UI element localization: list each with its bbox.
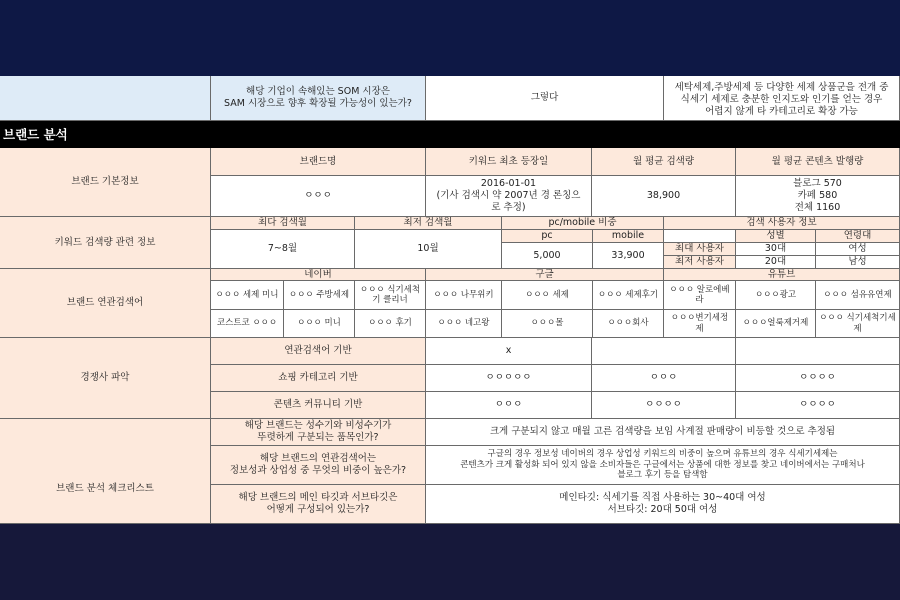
- related-keyword: ㅇㅇㅇ 섬유유연제: [816, 281, 900, 310]
- competitor-value: x: [426, 338, 592, 365]
- google-header: 구글: [426, 269, 664, 281]
- checklist-label: 브랜드 분석 체크리스트: [0, 419, 211, 524]
- first-date-value: 2016-01-01 (기사 검색시 약 2007년 경 론칭으 로 추정): [426, 176, 592, 217]
- related-keyword: ㅇㅇㅇ 식기세척기 클리너: [355, 281, 426, 310]
- som-left-blank: [0, 76, 211, 121]
- competitor-value: ㅇㅇㅇㅇㅇ: [426, 365, 592, 392]
- avg-search-value: 38,900: [592, 176, 736, 217]
- competitor-value: ㅇㅇㅇㅇ: [592, 392, 736, 419]
- related-keyword: ㅇㅇㅇ 식기세척기세제: [816, 310, 900, 338]
- related-keyword: ㅇㅇㅇ얼룩제거제: [736, 310, 816, 338]
- search-user-header: 검색 사용자 정보: [664, 217, 900, 230]
- bottom-dark-band: [0, 524, 900, 600]
- competitor-label: 경쟁사 파악: [0, 338, 211, 419]
- header-brand-name: 브랜드명: [211, 148, 426, 176]
- related-keyword: ㅇㅇㅇ회사: [593, 310, 664, 338]
- peak-month-value: 7~8월: [211, 230, 355, 269]
- competitor-value: ㅇㅇㅇㅇ: [736, 365, 900, 392]
- min-user-gender: 20대: [736, 256, 816, 269]
- competitor-basis-label: 연관검색어 기반: [211, 338, 426, 365]
- related-keyword: ㅇㅇㅇ 미니: [284, 310, 355, 338]
- min-user-age: 남성: [816, 256, 900, 269]
- basic-info-label: 브랜드 기본정보: [0, 148, 211, 217]
- max-user-age: 여성: [816, 243, 900, 256]
- max-user-label: 최대 사용자: [664, 243, 736, 256]
- section-title: 브랜드 분석: [0, 121, 900, 148]
- max-user-gender: 30대: [736, 243, 816, 256]
- related-keyword: ㅇㅇㅇ 나무위키: [426, 281, 502, 310]
- age-header: 연령대: [816, 230, 900, 243]
- related-keyword: 코스트코 ㅇㅇㅇ: [211, 310, 284, 338]
- related-keyword: ㅇㅇㅇ몰: [502, 310, 593, 338]
- checklist-answer: 메인타깃: 식세기를 직접 사용하는 30~40대 여성 서브타깃: 20대 50대 여성: [426, 485, 900, 524]
- top-dark-band: [0, 0, 900, 76]
- related-keyword: ㅇㅇㅇ변기세정제: [664, 310, 736, 338]
- competitor-value: ㅇㅇㅇ: [592, 365, 736, 392]
- related-keyword: ㅇㅇㅇ광고: [736, 281, 816, 310]
- checklist-question: 해당 브랜드는 성수기와 비성수기가 뚜렷하게 구분되는 품목인가?: [211, 419, 426, 446]
- related-keyword: ㅇㅇㅇ 주방세제: [284, 281, 355, 310]
- header-avg-search: 월 평균 검색량: [592, 148, 736, 176]
- checklist-answer: 크게 구분되지 않고 매월 고른 검색량을 보임 사계절 판매량이 비등할 것으로 추정됨: [426, 419, 900, 446]
- pc-mobile-header: pc/mobile 비중: [502, 217, 664, 230]
- keyword-info-label: 키워드 검색량 관련 정보: [0, 217, 211, 269]
- peak-month-header: 최다 검색월: [211, 217, 355, 230]
- youtube-header: 유튜브: [664, 269, 900, 281]
- user-blank: [664, 230, 736, 243]
- brand-name-value: ㅇㅇㅇ: [211, 176, 426, 217]
- related-keywords-label: 브랜드 연관검색어: [0, 269, 211, 338]
- avg-content-value: 블로그 570 카페 580 전체 1160: [736, 176, 900, 217]
- competitor-value: [592, 338, 736, 365]
- pc-header: pc: [502, 230, 593, 243]
- related-keyword: ㅇㅇㅇ 네고왕: [426, 310, 502, 338]
- related-keyword: ㅇㅇㅇ 세제 미니: [211, 281, 284, 310]
- checklist-question: 해당 브랜드의 연관검색어는 정보성과 상업성 중 무엇의 비중이 높은가?: [211, 446, 426, 485]
- som-question: 해당 기업이 속해있는 SOM 시장은 SAM 시장으로 향후 확장될 가능성이 있는가?: [211, 76, 426, 121]
- spreadsheet: [0, 76, 900, 524]
- related-keyword: ㅇㅇㅇ 알로에베라: [664, 281, 736, 310]
- related-keyword: ㅇㅇㅇ 세제: [502, 281, 593, 310]
- mobile-header: mobile: [593, 230, 664, 243]
- gender-header: 성별: [736, 230, 816, 243]
- checklist-question: 해당 브랜드의 메인 타깃과 서브타깃은 어떻게 구성되어 있는가?: [211, 485, 426, 524]
- mobile-value: 33,900: [593, 243, 664, 269]
- related-keyword: ㅇㅇㅇ 세제후기: [593, 281, 664, 310]
- pc-value: 5,000: [502, 243, 593, 269]
- competitor-value: ㅇㅇㅇㅇ: [736, 392, 900, 419]
- min-user-label: 최저 사용자: [664, 256, 736, 269]
- competitor-basis-label: 쇼핑 카테고리 기반: [211, 365, 426, 392]
- competitor-value: [736, 338, 900, 365]
- related-keyword: ㅇㅇㅇ 후기: [355, 310, 426, 338]
- som-answer: 그렇다: [426, 76, 664, 121]
- header-avg-content: 월 평균 콘텐츠 발행량: [736, 148, 900, 176]
- naver-header: 네이버: [211, 269, 426, 281]
- header-first-date: 키워드 최초 등장일: [426, 148, 592, 176]
- low-month-value: 10월: [355, 230, 502, 269]
- competitor-value: ㅇㅇㅇ: [426, 392, 592, 419]
- som-note: 세탁세제,주방세제 등 다양한 세제 상품군을 전개 중 식세기 세제로 충분한 인지도와 인기를 얻는 경우 어렵지 않게 타 카테고리로 확장 가능: [664, 76, 900, 121]
- checklist-answer: 구글의 경우 정보성 네이버의 경우 상업성 키워드의 비중이 높으며 유튜브의 경우 식세기세제는 콘텐츠가 크게 활성화 되어 있지 않을 소비자들은 구글에서는 상품에 대한 정보를 찾고 네이버에서는 구매처나 블로그 후기 등을 탐색함: [426, 446, 900, 485]
- low-month-header: 최저 검색월: [355, 217, 502, 230]
- competitor-basis-label: 콘텐츠 커뮤니티 기반: [211, 392, 426, 419]
